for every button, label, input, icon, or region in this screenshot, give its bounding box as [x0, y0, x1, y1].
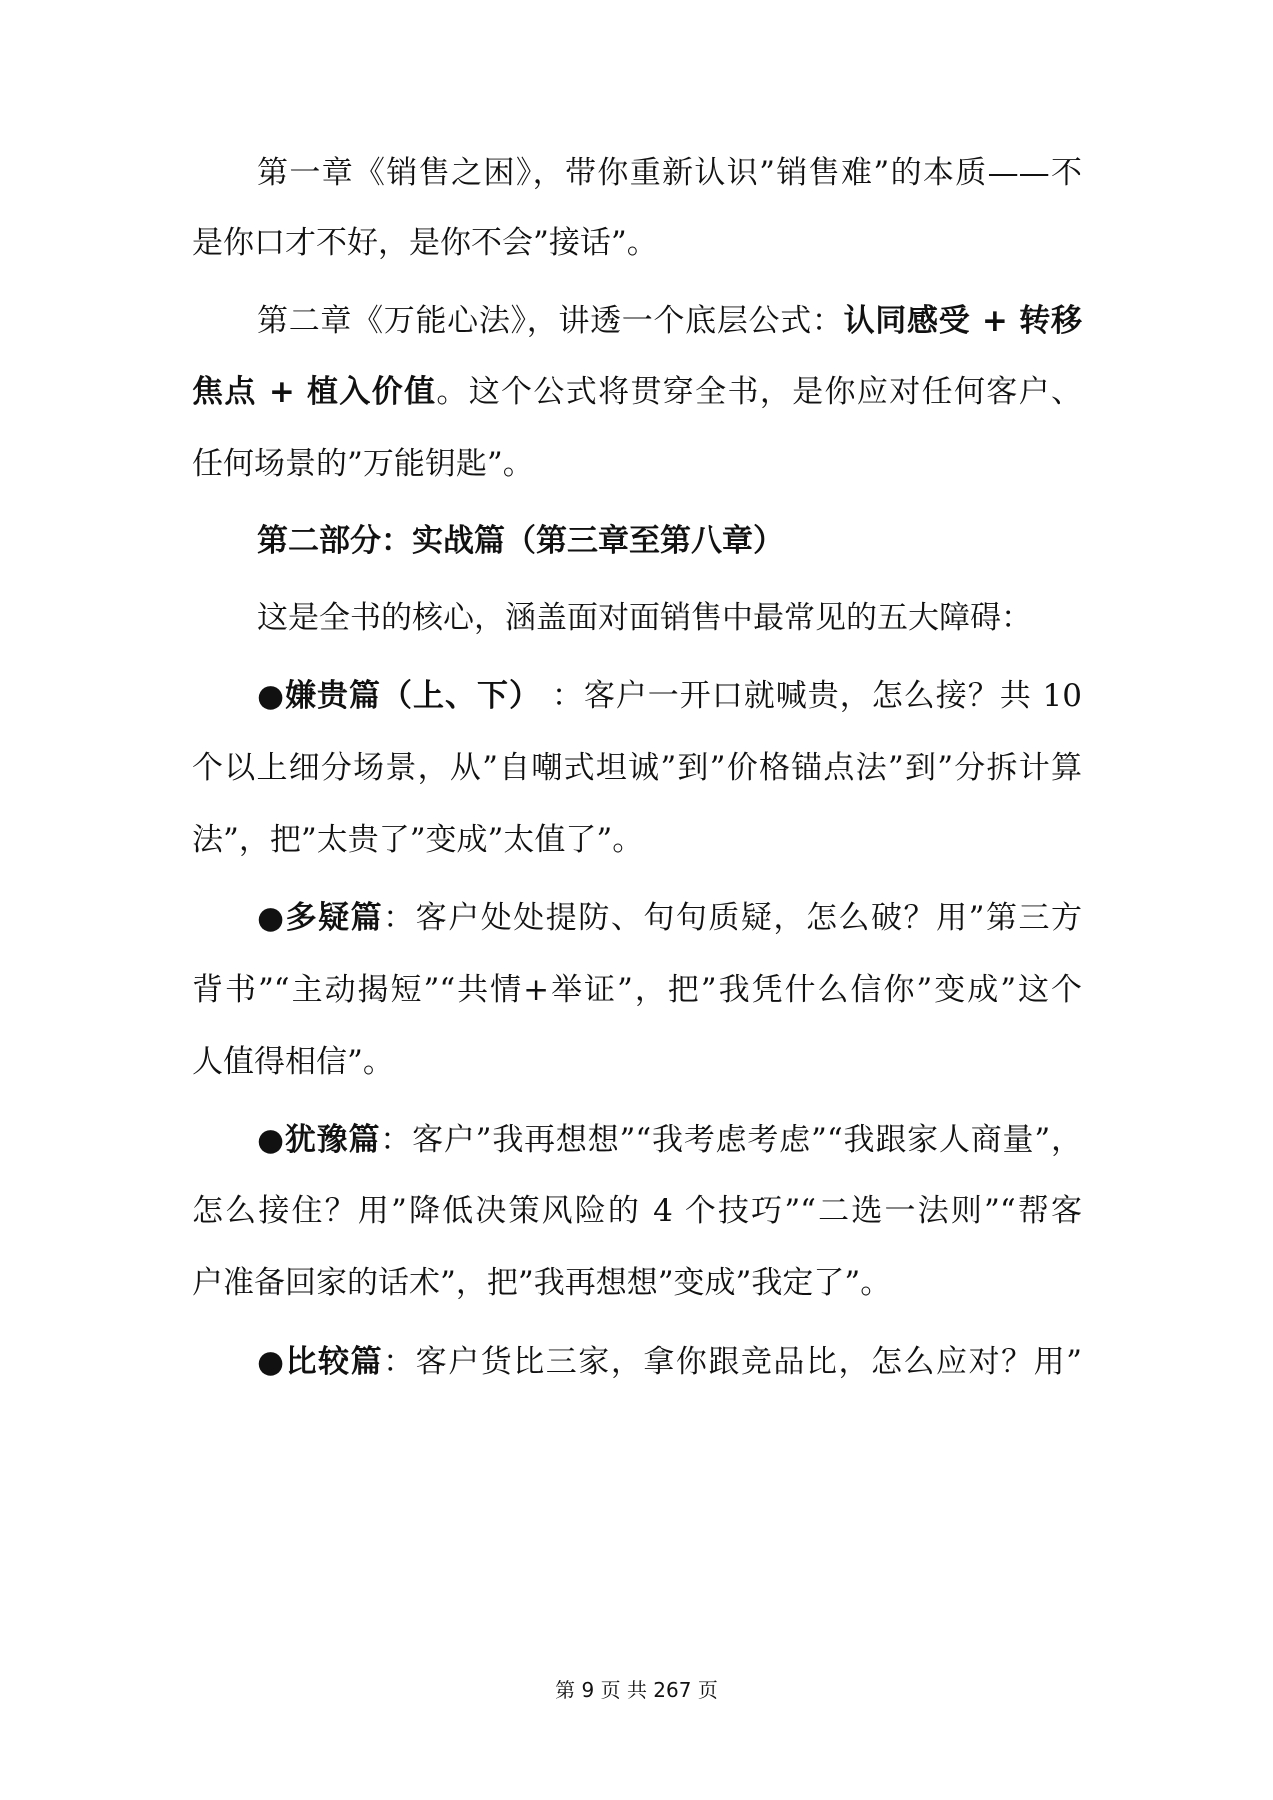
- item-compare-text: ：客户货比三家，拿你跟竞品比，怎么应对？用”: [383, 1344, 1082, 1380]
- item-price-line3: 法”，把”太贵了”变成”太值了”。: [192, 822, 644, 858]
- chapter2-text-cont: 。这个公式将贯穿全书，是你应对任何客户、: [436, 374, 1082, 410]
- part2-intro: 这是全书的核心，涵盖面对面销售中最常见的五大障碍：: [257, 600, 1032, 636]
- chapter2-line1: [257, 299, 1082, 343]
- item-price-line2: 个以上细分场景，从”自嘲式坦诚”到”价格锚点法”到”分拆计算: [192, 750, 1082, 786]
- chapter2-line3: 任何场景的”万能钥匙”。: [192, 446, 534, 482]
- item-hesitate-line3: 户准备回家的话术”，把”我再想想”变成”我定了”。: [192, 1265, 892, 1301]
- chapter1-line2: 是你口才不好，是你不会”接话”。: [192, 225, 658, 261]
- item-doubt-line3: 人值得相信”。: [192, 1044, 394, 1080]
- item-compare-title: ●比较篇: [257, 1344, 384, 1380]
- item-hesitate-text: ：客户”我再想想”“我考虑考虑”“我跟家人商量”，: [380, 1122, 1082, 1158]
- item-doubt-title: ●多疑篇: [257, 900, 384, 936]
- item-compare-line1: [257, 1340, 1082, 1384]
- part2-heading: 第二部分：实战篇（第三章至第八章）: [257, 523, 784, 559]
- chapter2-line2: [192, 370, 1082, 414]
- item-doubt-text: ：客户处处提防、句句质疑，怎么破？用”第三方: [383, 900, 1082, 936]
- item-hesitate-title: ●犹豫篇: [257, 1122, 381, 1158]
- item-price-line1: [257, 674, 1082, 718]
- item-hesitate-line2: 怎么接住？用”降低决策风险的 4 个技巧”“二选一法则”“帮客: [192, 1193, 1082, 1229]
- page-number-footer: 第 9 页 共 267 页: [555, 1678, 718, 1702]
- formula-part2: 焦点 + 植入价值: [192, 374, 437, 410]
- item-price-text: ：客户一开口就喊贵，怎么接？共 10: [540, 678, 1082, 714]
- item-doubt-line1: [257, 896, 1082, 940]
- chapter1-line1: 第一章《销售之困》，带你重新认识”销售难”的本质——不: [257, 155, 1082, 191]
- chapter2-text: 第二章《万能心法》，讲透一个底层公式：: [257, 303, 844, 339]
- item-doubt-line2: 背书”“主动揭短”“共情+举证”，把”我凭什么信你”变成”这个: [192, 972, 1082, 1008]
- item-hesitate-line1: [257, 1118, 1082, 1162]
- formula-part1: 认同感受 + 转移: [843, 303, 1082, 339]
- item-price-title: ●嫌贵篇（上、下）: [257, 678, 541, 714]
